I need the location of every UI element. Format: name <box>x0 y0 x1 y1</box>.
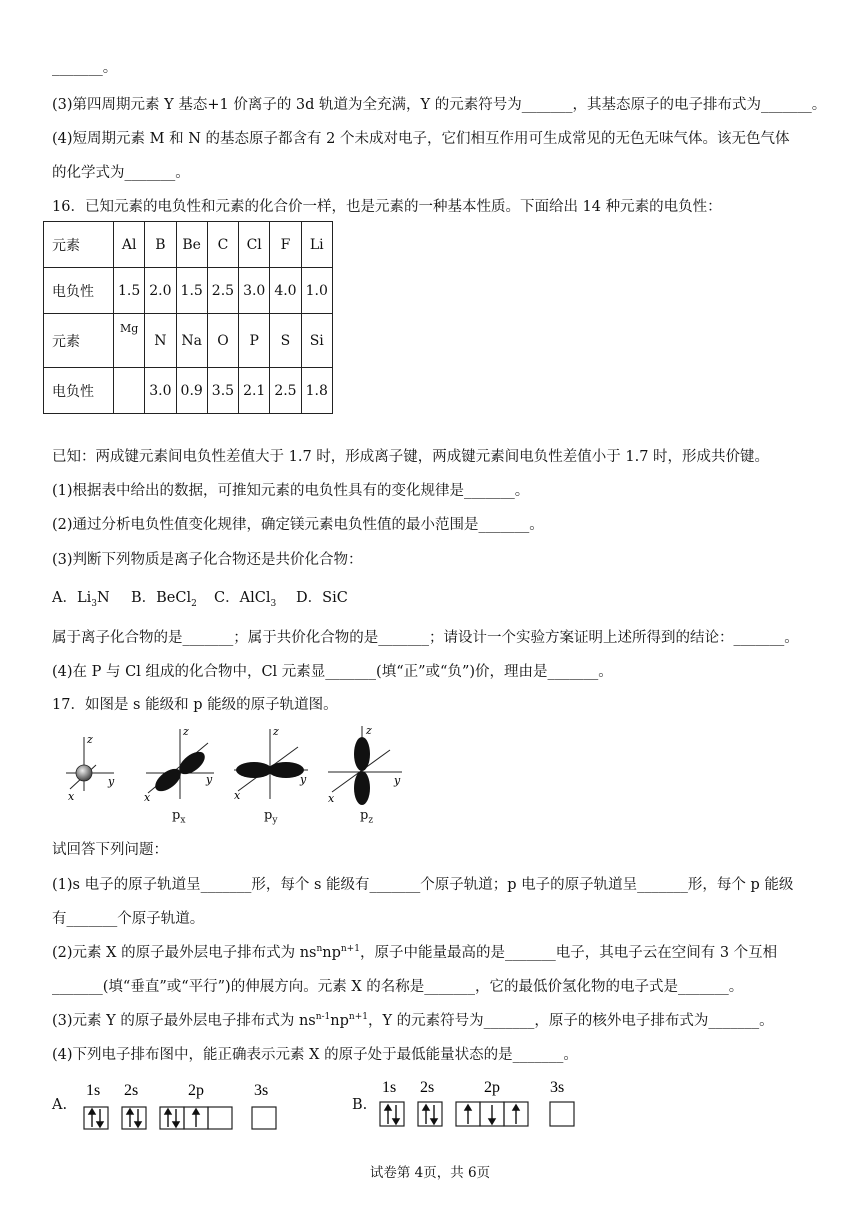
py-label: $p_y$ <box>264 808 278 826</box>
axis-label-z: z <box>366 724 372 737</box>
py-orbital-figure <box>228 725 312 805</box>
table-row <box>44 222 333 268</box>
table-cell: C <box>207 222 238 268</box>
table-row <box>44 268 333 314</box>
axis-label-x: x <box>234 789 241 802</box>
formula: BeCl <box>156 590 192 606</box>
table-cell: 电负性 <box>44 368 114 414</box>
question-line: 试回答下列问题： <box>52 842 168 858</box>
table-cell: 0.9 <box>176 368 207 414</box>
table-row <box>44 368 333 414</box>
option-label: B． <box>131 590 157 606</box>
option-a <box>52 586 110 607</box>
question-line: (1)s 电子的原子轨道呈_______形，每个 s 能级有_______个原子轨道；p 电子的原子轨道呈_______形，每个 p 能级 <box>52 877 794 893</box>
px-label: $p_x$ <box>172 808 186 826</box>
table-cell: O <box>207 314 238 368</box>
orbital-diagram-b <box>374 1072 584 1136</box>
axis-label-z: z <box>273 725 279 738</box>
question-line: (4)短周期元素 M 和 N 的基态原子都含有 2 个未成对电子，它们相互作用可生成常见的无色无味气体。该无色气体 <box>52 131 790 147</box>
known-condition: 已知：两成键元素间电负性差值大于 1.7 时，形成离子键，两成键元素间电负性差值小于 1.7 时，形成共价键。 <box>52 449 770 465</box>
formula: AlCl <box>239 590 271 606</box>
table-cell: Si <box>301 314 332 368</box>
table-cell: 2.1 <box>239 368 270 414</box>
table-cell: 1.0 <box>301 268 332 314</box>
level-label: 2p <box>484 1079 500 1096</box>
option-c <box>214 586 276 607</box>
table-row <box>44 314 333 368</box>
axis-label-x: x <box>68 790 75 803</box>
diagram-b-label: B. <box>352 1097 368 1113</box>
table-cell: Na <box>176 314 207 368</box>
table-cell: 2.0 <box>145 268 176 314</box>
table-cell <box>114 368 145 414</box>
table-cell: 1.5 <box>176 268 207 314</box>
table-cell: 1.8 <box>301 368 332 414</box>
axis-label-x: x <box>328 792 335 805</box>
table-cell: 3.5 <box>207 368 238 414</box>
formula-subscript: 2 <box>191 598 197 609</box>
px-orbital-figure <box>138 725 218 805</box>
question-line: (3)元素 Y 的原子最外层电子排布式为 $ns^{n-1}np^{n+1}$，Y 的元素符号为_______，原子的核外电子排布式为_______。 <box>52 1012 774 1029</box>
diagram-a-label: A. <box>52 1097 68 1113</box>
table-cell: 元素 <box>44 314 114 368</box>
table-cell: P <box>239 314 270 368</box>
formula: SiC <box>322 590 348 606</box>
formula: N <box>97 590 110 606</box>
table-cell: S <box>270 314 301 368</box>
s-orbital-figure <box>60 733 120 805</box>
level-label: 3s <box>550 1079 565 1096</box>
level-label: 3s <box>254 1082 269 1099</box>
question-line: (4)在 P 与 Cl 组成的化合物中，Cl 元素显_______(填“正”或“负”)价，理由是_______。 <box>52 664 613 680</box>
option-label: C． <box>214 590 240 606</box>
page-footer: 试卷第 4页，共 6页 <box>369 1165 491 1181</box>
option-d <box>296 586 348 607</box>
level-label: 1s <box>382 1079 397 1096</box>
table-cell: 2.5 <box>207 268 238 314</box>
table-cell: 2.5 <box>270 368 301 414</box>
pz-orbital-figure <box>322 722 406 806</box>
electronegativity-table <box>43 221 333 414</box>
table-cell: N <box>145 314 176 368</box>
question-line: 属于离子化合物的是_______；属于共价化合物的是_______；请设计一个实验方案证明上述所得到的结论：_______。 <box>52 630 799 646</box>
axis-label-y: y <box>108 775 115 788</box>
question-line: (1)根据表中给出的数据，可推知元素的电负性具有的变化规律是_______。 <box>52 483 530 499</box>
formula: Li <box>76 590 92 606</box>
question-line: (3)第四周期元素 Y 基态+1 价离子的 3d 轨道为全充满，Y 的元素符号为_______，其基态原子的电子排布式为_______。 <box>52 97 827 113</box>
formula-subscript: 3 <box>270 598 277 609</box>
axis-label-y: y <box>394 774 401 787</box>
question-line: (2)通过分析电负性值变化规律，确定镁元素电负性值的最小范围是_______。 <box>52 517 544 533</box>
table-cell: Be <box>176 222 207 268</box>
table-cell: Al <box>114 222 145 268</box>
option-label: D． <box>296 590 323 606</box>
pz-label: $p_z$ <box>360 808 374 826</box>
question-line: (3)判断下列物质是离子化合物还是共价化合物： <box>52 552 363 568</box>
table-cell: B <box>145 222 176 268</box>
level-label: 1s <box>86 1082 101 1099</box>
question-line: (2)元素 X 的原子最外层电子排布式为 $ns^nnp^{n+1}$，原子中能量最高的是_______电子，其电子云在空间有 3 个互相 <box>52 944 778 961</box>
question-line: 的化学式为_______。 <box>52 165 190 181</box>
table-cell: 电负性 <box>44 268 114 314</box>
question-line: _______(填“垂直”或“平行”)的伸展方向。元素 X 的名称是_______，它的最低价氢化物的电子式是_______。 <box>52 979 744 995</box>
table-cell: Cl <box>239 222 270 268</box>
blank-line: _______。 <box>52 60 118 76</box>
question-line: (4)下列电子排布图中，能正确表示元素 X 的原子处于最低能量状态的是_______。 <box>52 1047 578 1063</box>
axis-label-x: x <box>144 791 151 804</box>
axis-label-y: y <box>206 773 213 786</box>
level-label: 2s <box>420 1079 435 1096</box>
table-cell: 1.5 <box>114 268 145 314</box>
question-17-title: 17．如图是 s 能级和 p 能级的原子轨道图。 <box>52 697 338 713</box>
table-cell: 3.0 <box>239 268 270 314</box>
level-label: 2p <box>188 1082 204 1099</box>
option-b <box>131 586 197 607</box>
question-line: 有_______个原子轨道。 <box>52 911 205 927</box>
axis-label-z: z <box>87 733 93 746</box>
formula-subscript: 3 <box>91 598 97 609</box>
option-label: A． <box>52 590 77 606</box>
axis-label-z: z <box>183 725 189 738</box>
orbital-diagram-a <box>78 1075 288 1139</box>
table-cell: Li <box>301 222 332 268</box>
table-cell: 4.0 <box>270 268 301 314</box>
table-cell: 3.0 <box>145 368 176 414</box>
question-16-title: 16．已知元素的电负性和元素的化合价一样，也是元素的一种基本性质。下面给出 14 种元素的电负性： <box>52 199 722 215</box>
table-cell: F <box>270 222 301 268</box>
level-label: 2s <box>124 1082 139 1099</box>
table-cell: 元素 <box>44 222 114 268</box>
axis-label-y: y <box>300 773 307 786</box>
table-cell: Mg <box>114 314 145 368</box>
